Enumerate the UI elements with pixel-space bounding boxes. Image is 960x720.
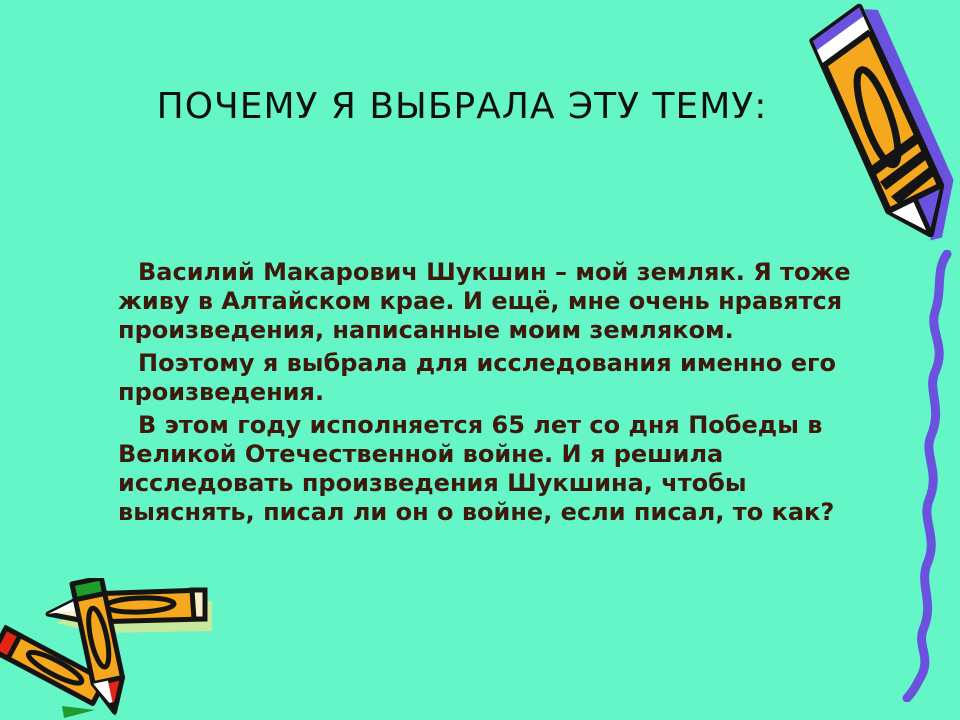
pencil-illustration (788, 0, 960, 272)
paragraph-2: Поэтому я выбрала для исследования именно его произведения. (118, 349, 837, 406)
slide-title: ПОЧЕМУ Я ВЫБРАЛА ЭТУ ТЕМУ: (156, 86, 768, 127)
crayons-illustration (0, 578, 215, 720)
crayon-diagonal (0, 628, 105, 704)
squiggle-line (885, 250, 957, 702)
slide-body-text (118, 258, 870, 531)
crayon-vertical (72, 578, 130, 719)
crayon-horizontal (48, 590, 205, 622)
paragraph-3: В этом году исполняется 65 лет со дня Победы в Великой Отечественной войне. И я решила исследовать произведения Шукшина, чтобы выяснять, писал ли он о войне, если писал, то как? (118, 411, 835, 526)
paragraph-1: Василий Макарович Шукшин – мой земляк. Я тоже живу в Алтайском крае. И ещё, мне очень нравятся произведения, написанные моим земляком. (118, 258, 851, 344)
